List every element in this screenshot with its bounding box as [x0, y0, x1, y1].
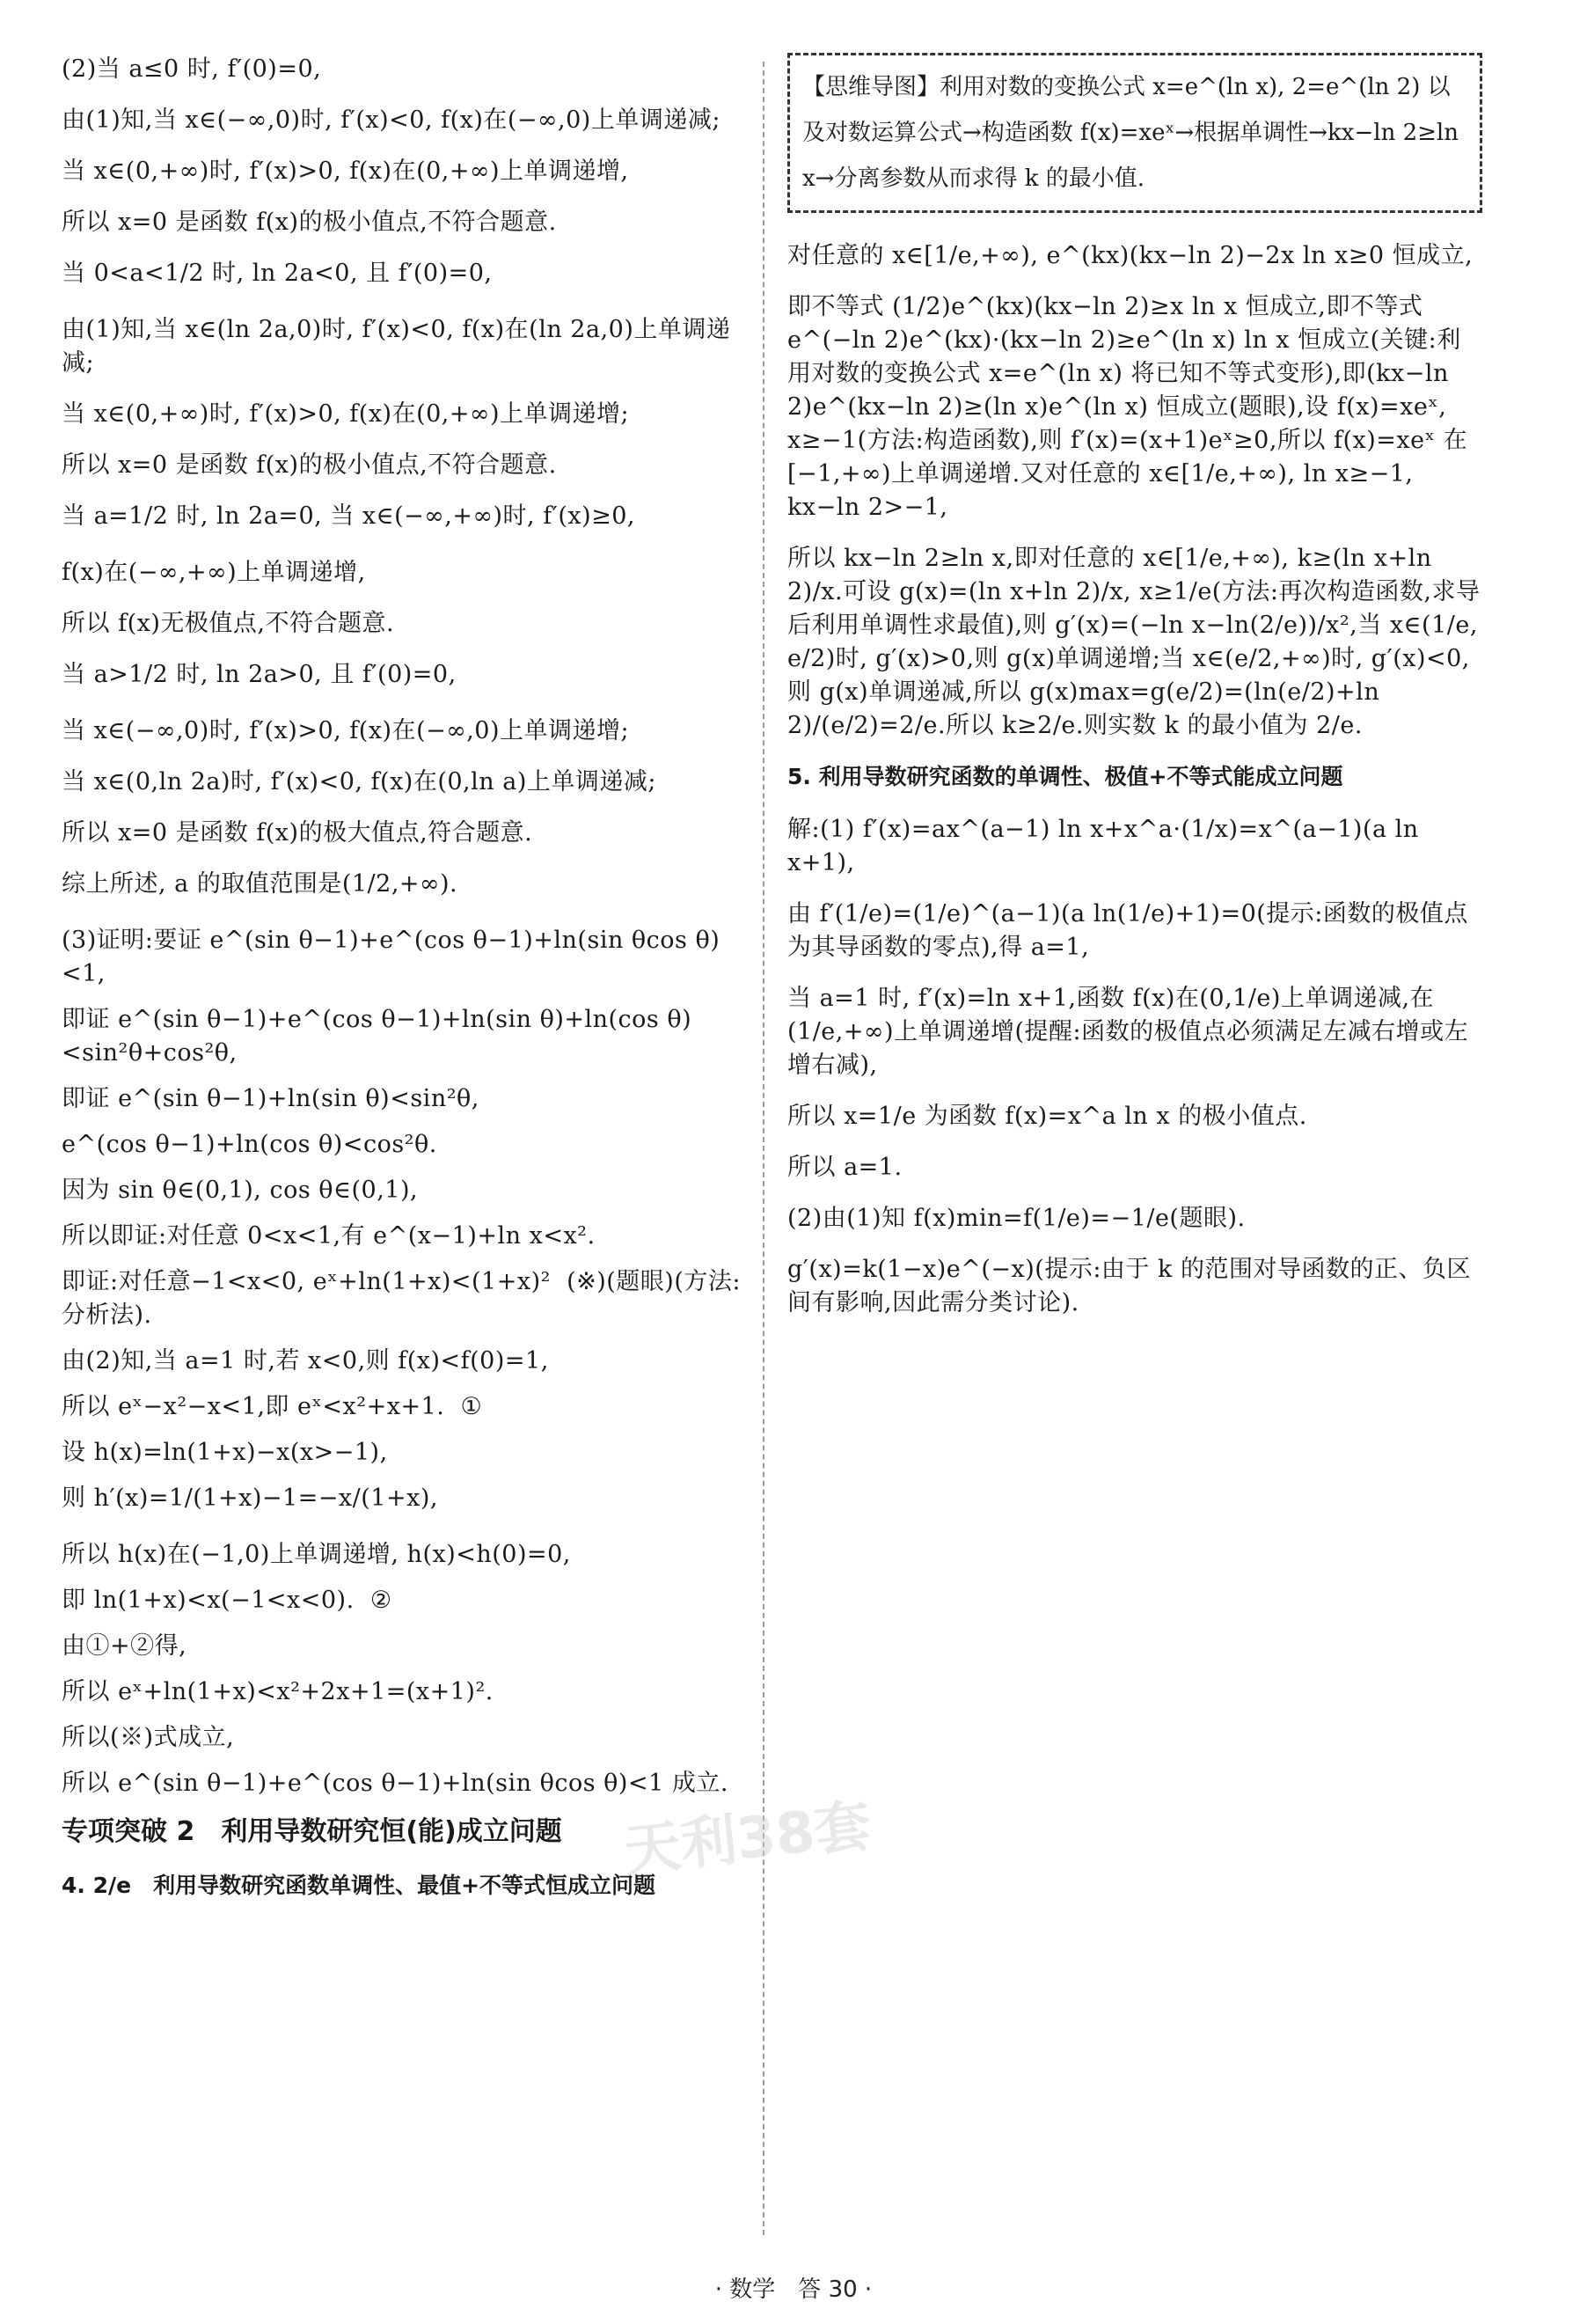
text-line: 因为 sin θ∈(0,1), cos θ∈(0,1), — [62, 1177, 419, 1204]
text-line: 所以 x=0 是函数 f(x)的极小值点,不符合题意. — [62, 209, 557, 236]
text-line: 所以 x=1/e 为函数 f(x)=x^a ln x 的极小值点. — [787, 1103, 1307, 1130]
text-line: 由①+②得, — [62, 1632, 187, 1660]
text-line: 即不等式 (1/2)e^(kx)(kx−ln 2)≥x ln x 恒成立,即不等式 e^(−ln 2)e^(kx)·(kx−ln 2)≥e^(ln x) ln x 恒成立(关键:利用对数的变换公式 x=e^(ln x) 将已知不等式变形),即(kx−ln 2)e^(kx−ln 2)≥(ln x)e^(ln x) 恒成立(题眼),设 f(x)=xeˣ, x≥−1(方法:构造函数),则 f′(x)=(x+1)eˣ≥0,所以 f(x)=xeˣ 在[−1,+∞)上单调递增.又对任意的 x∈[1/e,+∞), ln x≥−1, kx−ln 2>−1, — [787, 293, 1468, 521]
text-line: 由(2)知,当 a=1 时,若 x<0,则 f(x)<f(0)=1, — [62, 1347, 549, 1375]
text-line: 当 x∈(−∞,0)时, f′(x)>0, f(x)在(−∞,0)上单调递增; — [62, 717, 630, 744]
text-line: 所以 a=1. — [787, 1154, 903, 1181]
text-line: 所以 eˣ+ln(1+x)<x²+2x+1=(x+1)². — [62, 1678, 494, 1705]
text-line: 所以 eˣ−x²−x<1,即 eˣ<x²+x+1. ① — [62, 1393, 483, 1420]
left-column — [62, 53, 757, 1922]
text-line: 所以 h(x)在(−1,0)上单调递增, h(x)<h(0)=0, — [62, 1541, 571, 1568]
text-line: 所以 f(x)无极值点,不符合题意. — [62, 610, 395, 637]
text-line: 当 a=1/2 时, ln 2a=0, 当 x∈(−∞,+∞)时, f′(x)≥0, — [62, 502, 635, 530]
text-line: 所以(※)式成立, — [62, 1724, 235, 1751]
text-line: e^(cos θ−1)+ln(cos θ)<cos²θ. — [62, 1131, 437, 1158]
text-line: 所以 kx−ln 2≥ln x,即对任意的 x∈[1/e,+∞), k≥(ln x+ln 2)/x.可设 g(x)=(ln x+ln 2)/x, x≥1/e(方法:再次构造函数,求导后利用单调性求最值),则 g′(x)=(−ln x−ln(2/e))/x²,当 x∈(1/e, e/2)时, g′(x)>0,则 g(x)单调递增;当 x∈(e/2,+∞)时, g′(x)<0,则 g(x)单调递减,所以 g(x)max=g(e/2)=(ln(e/2)+ln 2)/(e/2)=2/e.所以 k≥2/e.则实数 k 的最小值为 2/e. — [787, 545, 1487, 739]
text-line: 当 x∈(0,ln 2a)时, f′(x)<0, f(x)在(0,ln a)上单调递减; — [62, 768, 656, 795]
question-4-title: 4. 2/e 利用导数研究函数单调性、最值+不等式恒成立问题 — [62, 1873, 656, 1898]
text-line: 即证 e^(sin θ−1)+ln(sin θ)<sin²θ, — [62, 1085, 479, 1112]
text-line: 所以 e^(sin θ−1)+e^(cos θ−1)+ln(sin θcos θ)<1 成立. — [62, 1770, 728, 1797]
text-line: 由(1)知,当 x∈(−∞,0)时, f′(x)<0, f(x)在(−∞,0)上单调递减; — [62, 106, 720, 134]
text-line: 对任意的 x∈[1/e,+∞), e^(kx)(kx−ln 2)−2x ln x≥0 恒成立, — [787, 242, 1474, 269]
section-title: 专项突破 2 利用导数研究恒(能)成立问题 — [62, 1816, 562, 1847]
text-line: 当 a=1 时, f′(x)=ln x+1,函数 f(x)在(0,1/e)上单调递减,在(1/e,+∞)上单调递增(提醒:函数的极值点必须满足左减右增或左增右减), — [787, 985, 1469, 1079]
text-line: f(x)在(−∞,+∞)上单调递增, — [62, 559, 366, 586]
text-line: (2)由(1)知 f(x)min=f(1/e)=−1/e(题眼). — [787, 1205, 1246, 1232]
text-line: 所以 x=0 是函数 f(x)的极大值点,符合题意. — [62, 819, 533, 847]
text-line: 所以即证:对任意 0<x<1,有 e^(x−1)+ln x<x². — [62, 1222, 596, 1250]
text-line: 由 f′(1/e)=(1/e)^(a−1)(a ln(1/e)+1)=0(提示:函数的极值点为其导函数的零点),得 a=1, — [787, 900, 1468, 961]
text-line: (3)证明:要证 e^(sin θ−1)+e^(cos θ−1)+ln(sin θcos θ)<1, — [62, 927, 720, 987]
text-line: 当 a>1/2 时, ln 2a>0, 且 f′(0)=0, — [62, 661, 457, 688]
mind-map-box: 【思维导图】利用对数的变换公式 x=e^(ln x), 2=e^(ln 2) 以及对数运算公式→构造函数 f(x)=xeˣ→根据单调性→kx−ln 2≥ln x→分离参数从而求得 k 的最小值. — [787, 53, 1482, 213]
text-line: 则 h′(x)=1/(1+x)−1=−x/(1+x), — [62, 1485, 438, 1512]
text-line: 解:(1) f′(x)=ax^(a−1) ln x+x^a·(1/x)=x^(a−1)(a ln x+1), — [787, 816, 1427, 876]
text-line: 即证:对任意−1<x<0, eˣ+ln(1+x)<(1+x)² (※)(题眼)(方法:分析法). — [62, 1268, 741, 1329]
question-5-title: 5. 利用导数研究函数的单调性、极值+不等式能成立问题 — [787, 764, 1343, 789]
text-line: 当 x∈(0,+∞)时, f′(x)>0, f(x)在(0,+∞)上单调递增, — [62, 158, 629, 185]
right-column — [787, 53, 1487, 1338]
watermark-logo: 天利38套 — [621, 1793, 874, 1885]
text-line: 设 h(x)=ln(1+x)−x(x>−1), — [62, 1439, 388, 1466]
text-line: 由(1)知,当 x∈(ln 2a,0)时, f′(x)<0, f(x)在(ln 2a,0)上单调递减; — [62, 316, 731, 377]
summary-line: 综上所述, a 的取值范围是(1/2,+∞). — [62, 870, 458, 898]
text-line: 即 ln(1+x)<x(−1<x<0). ② — [62, 1587, 392, 1614]
text-line: 当 0<a<1/2 时, ln 2a<0, 且 f′(0)=0, — [62, 260, 493, 287]
text-line: 所以 x=0 是函数 f(x)的极小值点,不符合题意. — [62, 451, 557, 479]
text-line: 当 x∈(0,+∞)时, f′(x)>0, f(x)在(0,+∞)上单调递增; — [62, 400, 630, 428]
page-footer: · 数学 答 30 · — [714, 2276, 873, 2303]
text-line: g′(x)=k(1−x)e^(−x)(提示:由于 k 的范围对导函数的正、负区间有影响,因此需分类讨论). — [787, 1256, 1471, 1316]
text-line: (2)当 a≤0 时, f′(0)=0, — [62, 55, 322, 83]
text-line: 即证 e^(sin θ−1)+e^(cos θ−1)+ln(sin θ)+ln(cos θ)<sin²θ+cos²θ, — [62, 1006, 692, 1067]
